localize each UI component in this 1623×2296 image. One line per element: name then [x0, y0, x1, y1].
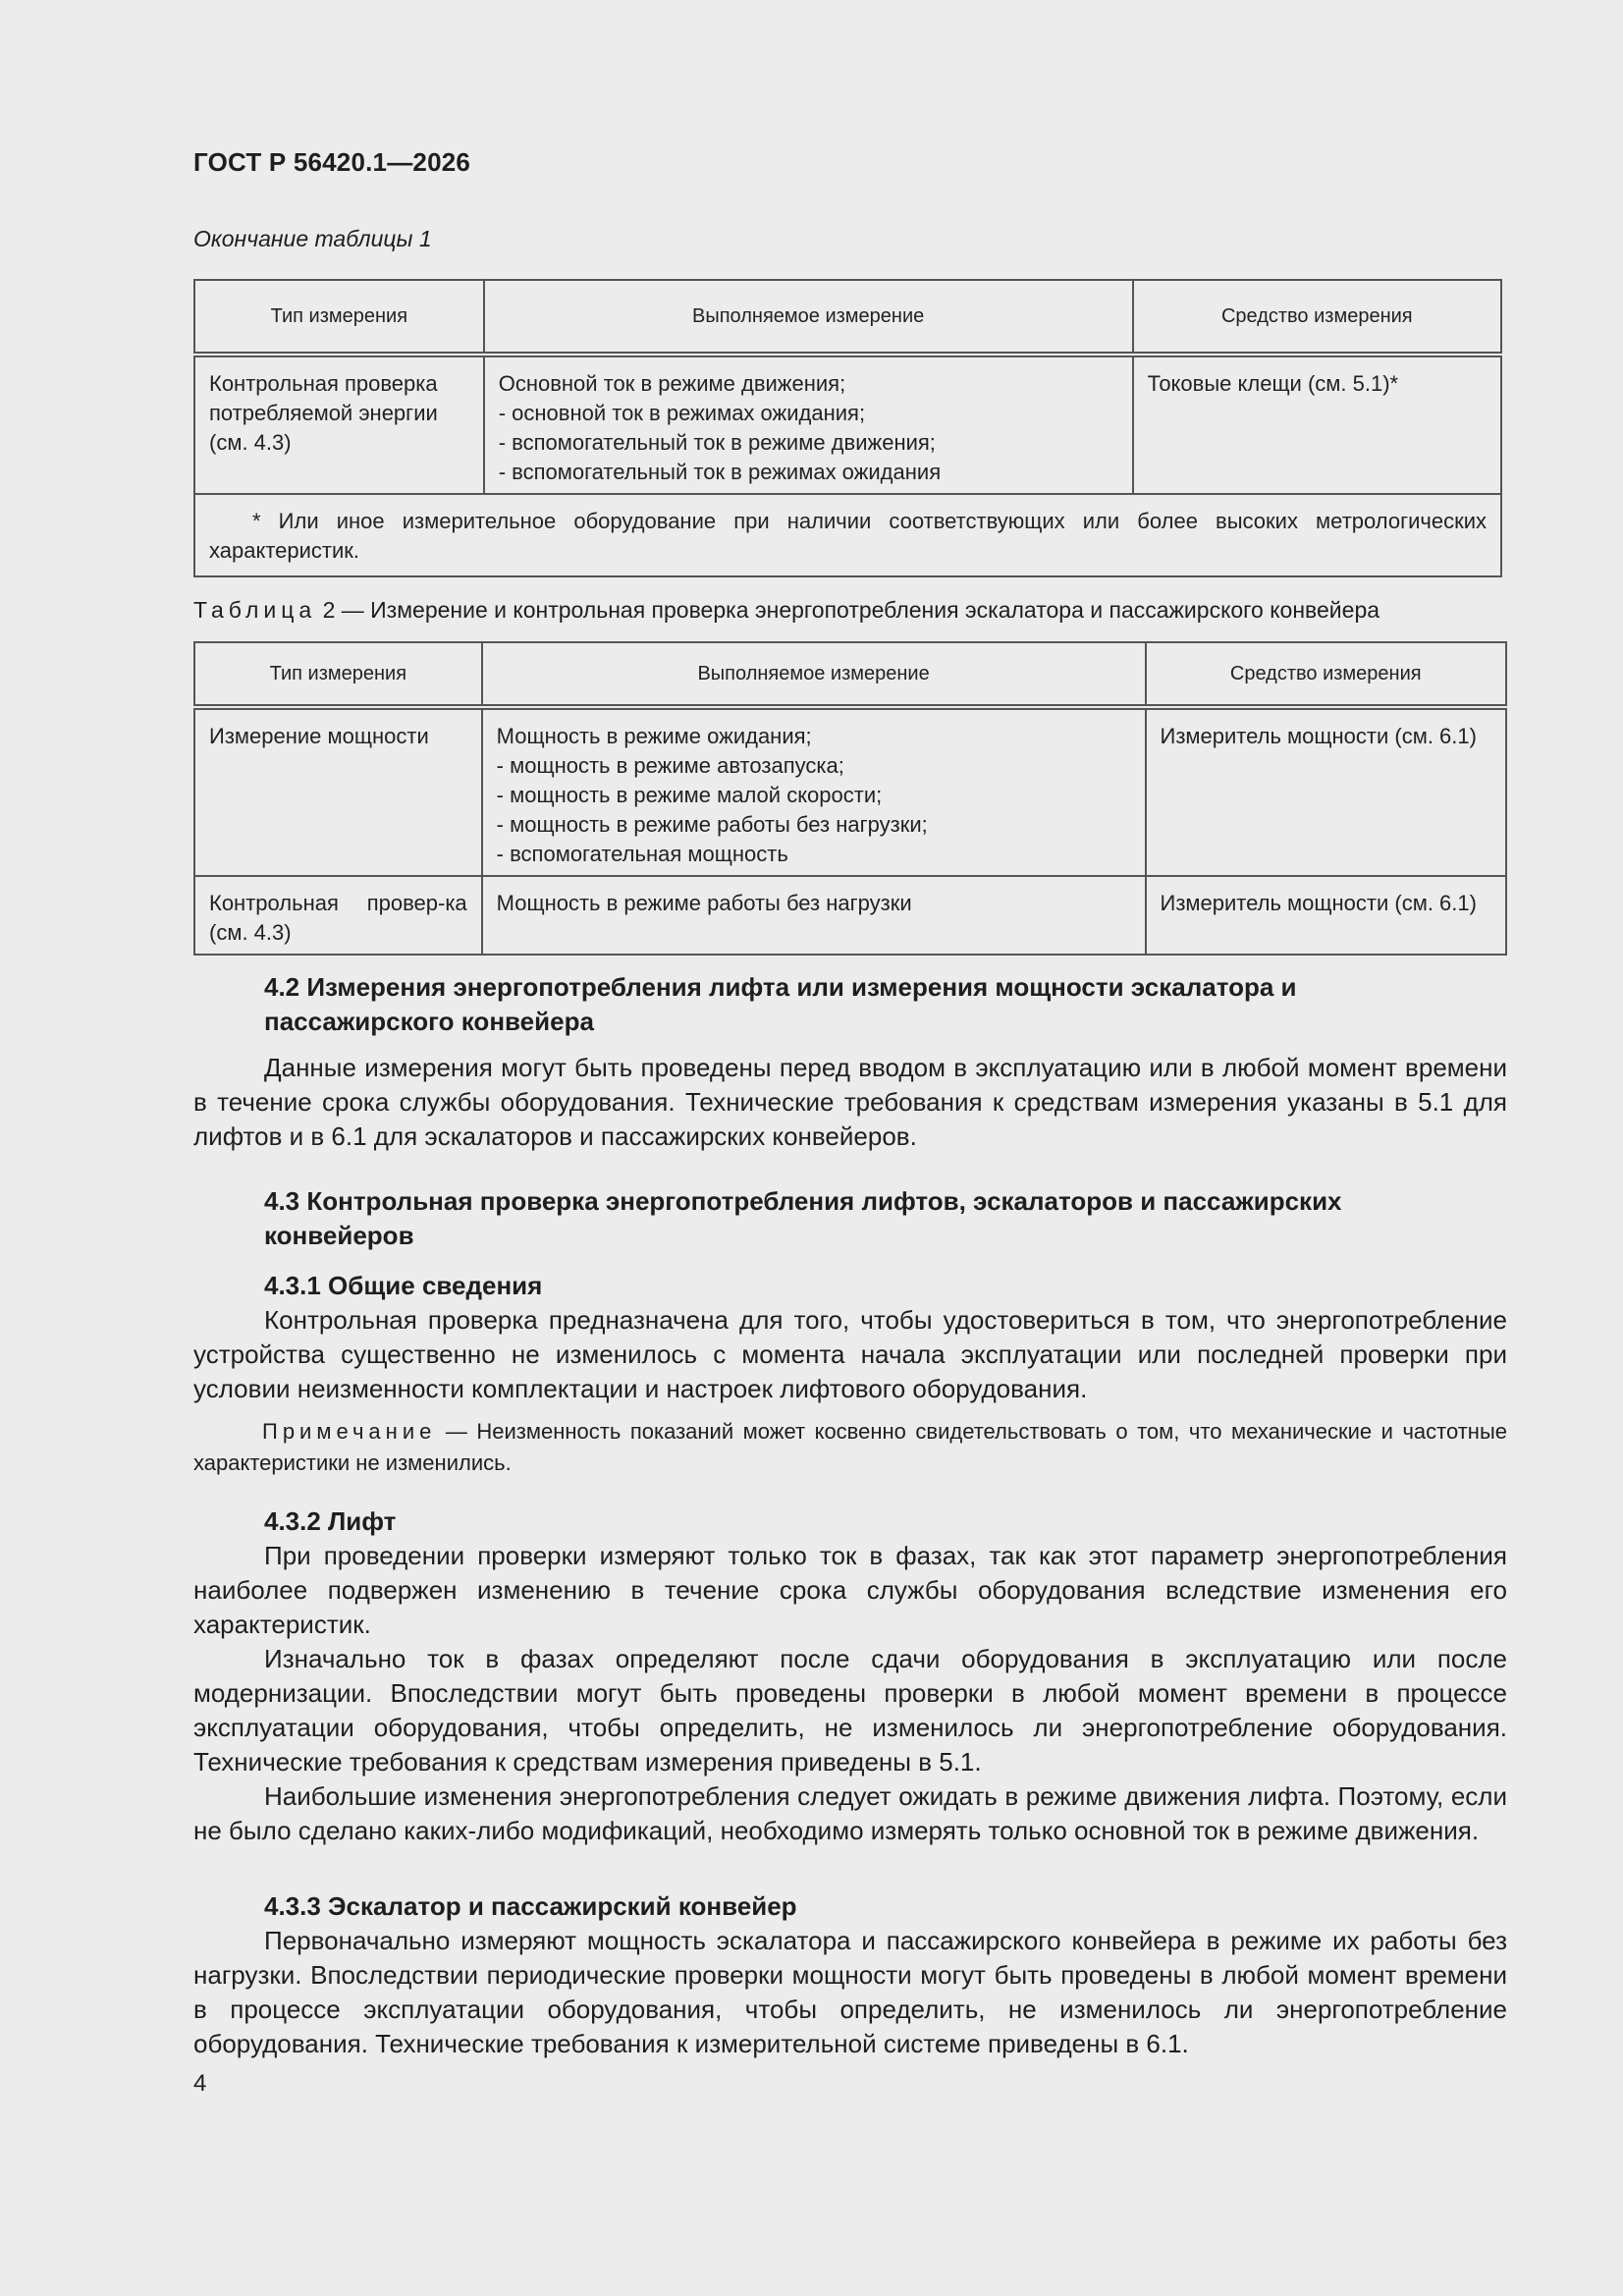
table2-header-measurement: Выполняемое измерение	[482, 642, 1146, 707]
section-4-3-3-heading: 4.3.3 Эскалатор и пассажирский конвейер	[264, 1891, 797, 1921]
table2-header-type: Тип измерения	[194, 642, 482, 707]
table1-continuation-caption: Окончание таблицы 1	[193, 226, 432, 251]
table1-cell-type: Контрольная проверка потребляемой энергии (см. 4.3)	[194, 355, 484, 494]
section-4-2	[193, 970, 1507, 1154]
measurement-line: - мощность в режиме работы без нагрузки;	[496, 812, 928, 837]
section-4-3-heading: 4.3 Контрольная проверка энергопотребления лифтов, эскалаторов и пассажирских конвейеров	[264, 1186, 1342, 1250]
document-header: ГОСТ Р 56420.1—2026	[193, 147, 471, 177]
table1-footnote: * Или иное измерительное оборудование при наличии соответствующих или более высоких метрологических характеристик.	[194, 494, 1501, 576]
section-4-2-text: Данные измерения могут быть проведены перед вводом в эксплуатацию или в любой момент времени в течение срока службы оборудования. Технические требования к средствам измерения указаны в 5.1 для лифтов и в 6.1 для эскалаторов и пассажирских конвейеров.	[193, 1053, 1507, 1151]
table-row	[194, 355, 1501, 494]
section-4-3-2-p3: Наибольшие изменения энергопотребления следует ожидать в режиме движения лифта. Поэтому, если не было сделано каких-либо модификаций, необходимо измерять только основной ток в режиме движения.	[193, 1781, 1507, 1845]
measurement-line: - основной ток в режимах ожидания;	[498, 401, 866, 425]
table2-cell-measurements	[482, 707, 1146, 876]
table2-cell-type: Контрольная провер-ка (см. 4.3)	[194, 876, 482, 955]
table2-cell-measurements	[482, 876, 1146, 955]
section-4-3-2-p2: Изначально ток в фазах определяют после сдачи оборудования в эксплуатацию или после модернизации. Впоследствии могут быть проведены проверки в любой момент времени в процессе эксплуатации оборудования, чтобы определить, не изменилось ли энергопотребление оборудования. Технические требования к средствам измерения приведены в 5.1.	[193, 1644, 1507, 1777]
table1-cell-instrument: Токовые клещи (см. 5.1)*	[1133, 355, 1501, 494]
section-4-3-2	[193, 1504, 1507, 1848]
table2-cell-instrument: Измеритель мощности (см. 6.1)	[1146, 876, 1506, 955]
table1-header-type: Тип измерения	[194, 280, 484, 355]
section-4-2-heading: 4.2 Измерения энергопотребления лифта или измерения мощности эскалатора и пассажирского конвейера	[264, 972, 1297, 1036]
section-4-3	[193, 1184, 1507, 1253]
table2-cell-type: Измерение мощности	[194, 707, 482, 876]
measurement-line: - мощность в режиме малой скорости;	[496, 783, 883, 807]
table-row	[194, 707, 1506, 876]
table1-cell-measurements	[484, 355, 1133, 494]
section-4-3-2-heading: 4.3.2 Лифт	[264, 1506, 397, 1536]
measurement-line: Мощность в режиме работы без нагрузки	[496, 891, 912, 915]
page-number: 4	[193, 2070, 207, 2097]
table-row	[194, 876, 1506, 955]
section-4-3-2-p1: При проведении проверки измеряют только ток в фазах, так как этот параметр энергопотребления наиболее подвержен изменению в течение срока службы оборудования вследствие изменения его характеристик.	[193, 1541, 1507, 1639]
section-4-3-1-heading: 4.3.1 Общие сведения	[264, 1271, 543, 1300]
section-4-3-1-note: Примечание — Неизменность показаний может косвенно свидетельствовать о том, что механические и частотные характеристики не изменились.	[193, 1419, 1507, 1475]
section-4-3-3	[193, 1889, 1507, 2061]
table1-header-instrument: Средство измерения	[1133, 280, 1501, 355]
measurement-line: - вспомогательный ток в режиме движения;	[498, 430, 936, 455]
table2-header-instrument: Средство измерения	[1146, 642, 1506, 707]
measurement-line: - вспомогательная мощность	[496, 842, 788, 866]
table2-cell-instrument: Измеритель мощности (см. 6.1)	[1146, 707, 1506, 876]
measurement-line: Мощность в режиме ожидания;	[496, 724, 812, 748]
table-2	[193, 641, 1507, 956]
table2-caption: Таблица 2 — Измерение и контрольная проверка энергопотребления эскалатора и пассажирского конвейера	[193, 597, 1380, 623]
measurement-line: Основной ток в режиме движения;	[498, 371, 846, 396]
measurement-line: - мощность в режиме автозапуска;	[496, 753, 844, 778]
table-1	[193, 279, 1502, 577]
section-4-3-1	[193, 1269, 1507, 1479]
section-4-3-1-text: Контрольная проверка предназначена для того, чтобы удостовериться в том, что энергопотребление устройства существенно не изменилось с момента начала эксплуатации или последней проверки при условии неизменности комплектации и настроек лифтового оборудования.	[193, 1305, 1507, 1403]
section-4-3-3-text: Первоначально измеряют мощность эскалатора и пассажирского конвейера в режиме их работы без нагрузки. Впоследствии периодические проверки мощности могут быть проведены в любой момент времени в процессе эксплуатации оборудования, чтобы определить, не изменилось ли энергопотребление оборудования. Технические требования к измерительной системе приведены в 6.1.	[193, 1926, 1507, 2058]
measurement-line: - вспомогательный ток в режимах ожидания	[498, 460, 942, 484]
table1-header-measurement: Выполняемое измерение	[484, 280, 1133, 355]
